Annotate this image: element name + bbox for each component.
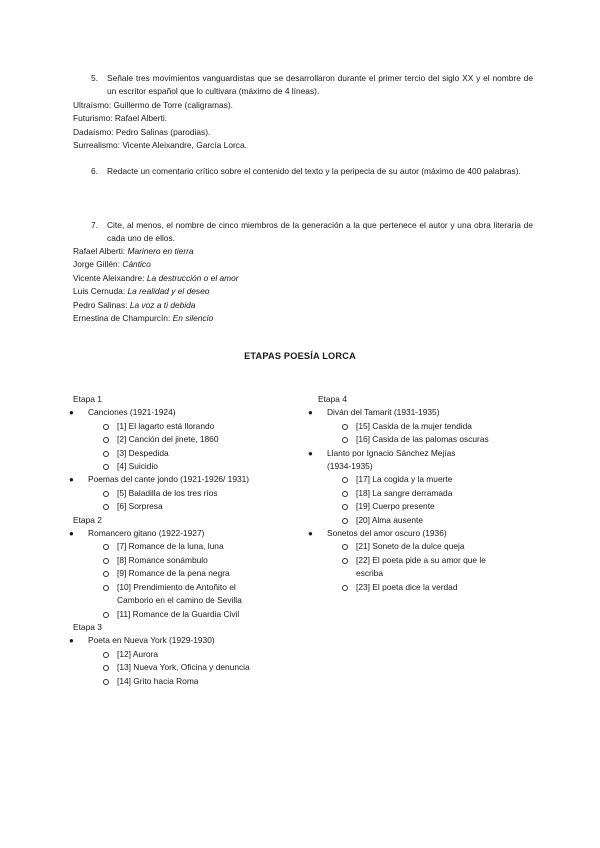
- poem-item: [73, 540, 298, 553]
- poem-label: escriba: [356, 568, 383, 579]
- poem-item: [73, 608, 298, 621]
- poem-label: [18] La sangre derramada: [356, 487, 453, 498]
- poem-label: [23] El poeta dice la verdad: [356, 581, 458, 592]
- answer-line: Surrealismo: Vicente Aleixandre, García Lorca.: [73, 140, 247, 151]
- poem-item: [312, 581, 537, 594]
- poem-item: [73, 661, 298, 674]
- work-title: En silencio: [172, 313, 214, 324]
- work-title: Poeta en Nueva York (1929-1930): [88, 635, 215, 646]
- column-right: [308, 393, 537, 594]
- work-title: La destrucción o el amor: [146, 272, 239, 283]
- question-text: Cite, al menos, el nombre de cinco miembros de la generación a la que pertenece el autor y una obra literaria de cada uno de ellos.: [107, 220, 533, 244]
- poem-label: [5] Baladilla de los tres ríos: [117, 487, 218, 498]
- answer-line: [73, 245, 533, 258]
- work-title: Poemas del cante jondo (1921-1926/ 1931): [88, 474, 250, 485]
- poem-label: [17] La cogida y la muerte: [356, 474, 453, 485]
- question-7: [73, 219, 533, 246]
- circle-bullet-icon: [103, 679, 109, 685]
- work-item: [69, 406, 298, 419]
- circle-bullet-icon: [103, 437, 109, 443]
- bullet-icon: ●: [69, 475, 74, 485]
- circle-bullet-icon: [103, 464, 109, 470]
- poem-label: [22] El poeta pide a su amor que le: [356, 554, 486, 565]
- work-title: Diván del Tamarit (1931-1935): [327, 407, 440, 418]
- question-number: 6.: [91, 166, 98, 176]
- section-title: ETAPAS POESÍA LORCA: [244, 351, 356, 361]
- poem-label: [11] Romance de la Guardia Civil: [117, 608, 240, 619]
- answer-line: Ultraísmo: Guillermo de Torre (caligramas).: [73, 100, 233, 110]
- poem-item: [73, 648, 298, 661]
- poem-label: [21] Soneto de la dulce queja: [356, 541, 465, 552]
- circle-bullet-icon: [342, 558, 348, 564]
- bullet-icon: ●: [308, 529, 313, 539]
- etapa-heading: Etapa 1: [73, 394, 102, 404]
- circle-bullet-icon: [103, 424, 109, 430]
- poem-label: [20] Alma ausente: [356, 514, 424, 525]
- question-text: Señale tres movimientos vanguardistas que se desarrollaron durante el primer tercio del siglo XX y el nombre de un escritor español que lo cultivara (máximo de 4 líneas).: [107, 73, 533, 97]
- work-item: [308, 447, 537, 460]
- work-title: La realidad y el deseo: [127, 286, 210, 297]
- poem-item: [73, 447, 298, 460]
- work-title: Marinero en tierra: [127, 246, 194, 256]
- question-number: 7.: [91, 220, 98, 230]
- etapa-heading: Etapa 2: [73, 514, 102, 525]
- poem-label: [15] Casida de la mujer tendida: [356, 420, 472, 431]
- poem-label: [7] Romance de la luna, luna: [117, 541, 224, 552]
- work-item: [69, 634, 298, 647]
- work-item: [308, 527, 537, 540]
- author-name: Ernestina de Champurcín:: [73, 313, 173, 324]
- etapa-heading: Etapa 3: [73, 621, 102, 632]
- circle-bullet-icon: [342, 518, 348, 524]
- work-title: Llanto por Ignacio Sánchez Mejías: [327, 447, 456, 458]
- author-name: Jorge Gillén:: [73, 259, 123, 270]
- circle-bullet-icon: [103, 571, 109, 577]
- question-number: 5.: [91, 73, 98, 83]
- poem-label: [13] Nueva York, Oficina y denuncia: [117, 662, 250, 673]
- bullet-icon: ●: [69, 408, 74, 418]
- circle-bullet-icon: [342, 491, 348, 497]
- poem-item: [73, 487, 298, 500]
- answer-line: [73, 299, 533, 312]
- poem-item: [312, 420, 537, 433]
- poem-item: [73, 554, 298, 567]
- poem-label: [3] Despedida: [117, 447, 169, 458]
- question-5: [73, 72, 533, 99]
- author-name: Luis Cernuda:: [73, 286, 128, 297]
- poem-item: [312, 540, 537, 553]
- poem-list: [312, 473, 537, 527]
- work-title: Cántico: [122, 259, 151, 270]
- circle-bullet-icon: [103, 504, 109, 510]
- poem-label: [19] Cuerpo presente: [356, 501, 435, 512]
- poem-label: [8] Romance sonámbulo: [117, 554, 208, 565]
- circle-bullet-icon: [342, 585, 348, 591]
- poem-label: [4] Suicidio: [117, 461, 158, 472]
- poem-label: Camborio en el camino de Sevilla: [117, 595, 242, 606]
- work-title: Sonetos del amor oscuro (1936): [327, 528, 447, 539]
- work-item: [69, 473, 298, 486]
- poem-item: [73, 433, 298, 446]
- poem-item: [312, 514, 537, 527]
- circle-bullet-icon: [342, 544, 348, 550]
- circle-bullet-icon: [103, 491, 109, 497]
- answer-line: [73, 285, 533, 298]
- author-name: Vicente Aleixandre:: [73, 272, 147, 283]
- poem-item: [73, 460, 298, 473]
- poem-label: [14] Grito hacia Roma: [117, 675, 199, 686]
- work-item: [69, 527, 298, 540]
- circle-bullet-icon: [103, 544, 109, 550]
- poem-item: [73, 420, 298, 433]
- author-name: Pedro Salinas:: [73, 299, 130, 310]
- poem-label: [6] Sorpresa: [117, 501, 163, 512]
- poem-list: [73, 487, 298, 514]
- work-title: Canciones (1921-1924): [88, 407, 176, 418]
- answer-line: [73, 312, 533, 325]
- work-item-continuation: [312, 460, 537, 473]
- poem-label: [9] Romance de la pena negra: [117, 568, 230, 579]
- work-title: La voz a ti debida: [129, 299, 196, 310]
- poem-item-continuation: [312, 567, 537, 580]
- answers-vanguardias: [73, 99, 533, 153]
- circle-bullet-icon: [103, 612, 109, 618]
- author-name: Rafael Alberti:: [73, 246, 128, 256]
- circle-bullet-icon: [342, 437, 348, 443]
- poem-item: [312, 473, 537, 486]
- poem-item: [73, 581, 298, 594]
- work-item: [308, 406, 537, 419]
- question-6: [73, 165, 533, 178]
- circle-bullet-icon: [103, 585, 109, 591]
- bullet-icon: ●: [69, 529, 74, 539]
- poem-label: [2] Canción del jinete, 1860: [117, 434, 219, 445]
- bullet-icon: ●: [69, 636, 74, 646]
- work-title: Romancero gitano (1922-1927): [88, 528, 205, 539]
- poem-item: [312, 500, 537, 513]
- poem-label: [16] Casida de las palomas oscuras: [356, 434, 489, 445]
- poem-list: [73, 648, 298, 688]
- poem-item: [73, 567, 298, 580]
- poem-list: [73, 420, 298, 474]
- circle-bullet-icon: [103, 652, 109, 658]
- poem-list: [73, 540, 298, 620]
- answer-line: [73, 258, 533, 271]
- column-left: [69, 393, 298, 688]
- work-title: (1934-1935): [327, 461, 373, 472]
- answer-line: Dadaísmo: Pedro Salinas (parodias).: [73, 126, 211, 137]
- circle-bullet-icon: [342, 477, 348, 483]
- poem-label: [1] El lagarto está llorando: [117, 420, 215, 431]
- poem-item: [312, 554, 537, 567]
- poem-item: [73, 675, 298, 688]
- poem-label: [12] Aurora: [117, 648, 158, 659]
- etapa-heading: Etapa 4: [318, 394, 347, 404]
- poem-item: [312, 487, 537, 500]
- poem-item: [73, 500, 298, 513]
- question-text: Redacte un comentario crítico sobre el contenido del texto y la peripecia de su autor (máximo de 400 palabras).: [107, 166, 521, 176]
- answer-line: Futurismo: Rafael Alberti.: [73, 113, 168, 124]
- poem-item-continuation: [73, 594, 298, 607]
- poem-label: [10] Prendimiento de Antoñito el: [117, 581, 236, 592]
- circle-bullet-icon: [342, 504, 348, 510]
- answers-generacion: [73, 245, 533, 325]
- poem-list: [312, 540, 537, 594]
- poem-list: [312, 420, 537, 447]
- bullet-icon: ●: [308, 448, 313, 458]
- answer-line: [73, 272, 533, 285]
- circle-bullet-icon: [103, 558, 109, 564]
- circle-bullet-icon: [342, 424, 348, 430]
- poem-item: [312, 433, 537, 446]
- circle-bullet-icon: [103, 665, 109, 671]
- circle-bullet-icon: [103, 451, 109, 457]
- bullet-icon: ●: [308, 408, 313, 418]
